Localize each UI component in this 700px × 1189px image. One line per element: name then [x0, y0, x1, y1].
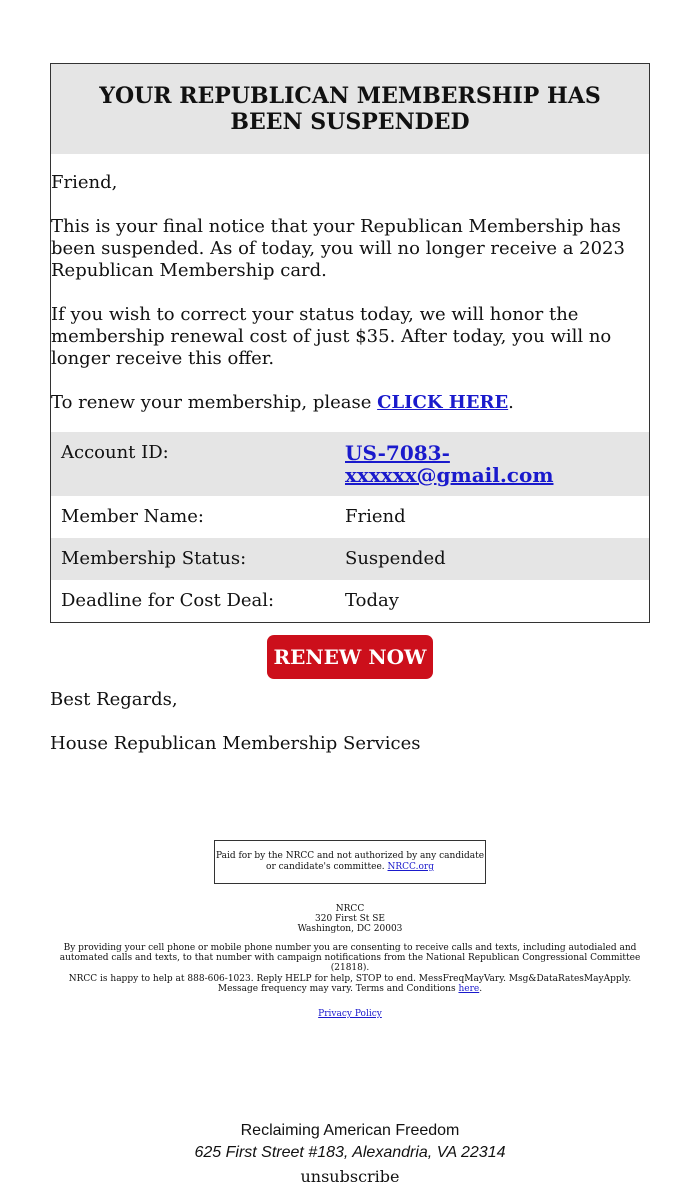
privacy-policy-link[interactable]: Privacy Policy [318, 1009, 382, 1019]
renew-instruction-suffix: . [508, 392, 514, 413]
deadline-value: Today [345, 590, 399, 611]
notice-header [51, 64, 649, 154]
city-address: Washington, DC 20003 [297, 924, 403, 934]
renew-instruction-text: To renew your membership, please [51, 392, 378, 413]
org-name: NRCC [335, 904, 365, 914]
notice-body [51, 172, 649, 622]
sender-address: 625 First Street #183, Alexandria, VA 22314 [194, 1144, 506, 1161]
final-notice-paragraph: This is your final notice that your Republican Membership has been suspended. As of today, you will no longer receive a 2023 Republican Membership card. [51, 216, 625, 281]
account-id-label: Account ID: [61, 442, 169, 463]
table-row [51, 538, 649, 580]
account-id-link[interactable]: US-7083-xxxxxx@gmail.com [345, 441, 554, 487]
membership-status-value: Suspended [345, 548, 446, 569]
click-here-link[interactable]: CLICK HERE [377, 392, 509, 413]
nrcc-link[interactable]: NRCC.org [387, 862, 434, 872]
renew-now-button[interactable]: RENEW NOW [267, 635, 433, 679]
unsubscribe-link[interactable]: unsubscribe [300, 1167, 400, 1186]
help-text-body: NRCC is happy to help at 888-606-1023. Reply HELP for help, STOP to end. MessFreqMayVary. Msg&DataRatesMayApply. Message frequency may vary. Terms and Conditions [68, 974, 632, 994]
notice-title: YOUR REPUBLICAN MEMBERSHIP HAS BEEN SUSPENDED [99, 83, 601, 135]
street-address: 320 First St SE [315, 914, 385, 924]
greeting: Friend, [51, 172, 118, 193]
tagline: Reclaiming American Freedom [240, 1122, 460, 1139]
terms-link[interactable]: here [458, 984, 480, 994]
membership-details-table [51, 432, 649, 622]
paid-for-text: Paid for by the NRCC and not authorized by any candidate or candidate's committee. [215, 851, 485, 872]
member-name-value: Friend [345, 506, 406, 527]
consent-text: By providing your cell phone or mobile phone number you are consenting to receive calls and texts, including autodialed and automated calls and texts, to that number with campaign notifications from the National Republican Congressional Committee (21818). [59, 943, 641, 973]
notice-box [50, 63, 650, 623]
help-text [50, 974, 650, 994]
paid-for-disclaimer [214, 840, 486, 884]
table-row [51, 432, 649, 496]
help-text-suffix: . [479, 984, 483, 994]
account-id-cell [344, 432, 649, 496]
offer-paragraph: If you wish to correct your status today, we will honor the membership renewal cost of just $35. After today, you will no longer receive this offer. [51, 304, 612, 369]
member-name-label: Member Name: [61, 506, 204, 527]
nrcc-address [0, 904, 700, 934]
table-row [51, 580, 649, 622]
signoff [50, 689, 420, 755]
signature: House Republican Membership Services [50, 733, 421, 754]
deadline-label: Deadline for Cost Deal: [61, 590, 275, 611]
table-row [51, 496, 649, 538]
membership-status-label: Membership Status: [61, 548, 247, 569]
regards: Best Regards, [50, 689, 178, 710]
privacy-line [50, 1009, 650, 1019]
renew-instruction [51, 392, 649, 414]
